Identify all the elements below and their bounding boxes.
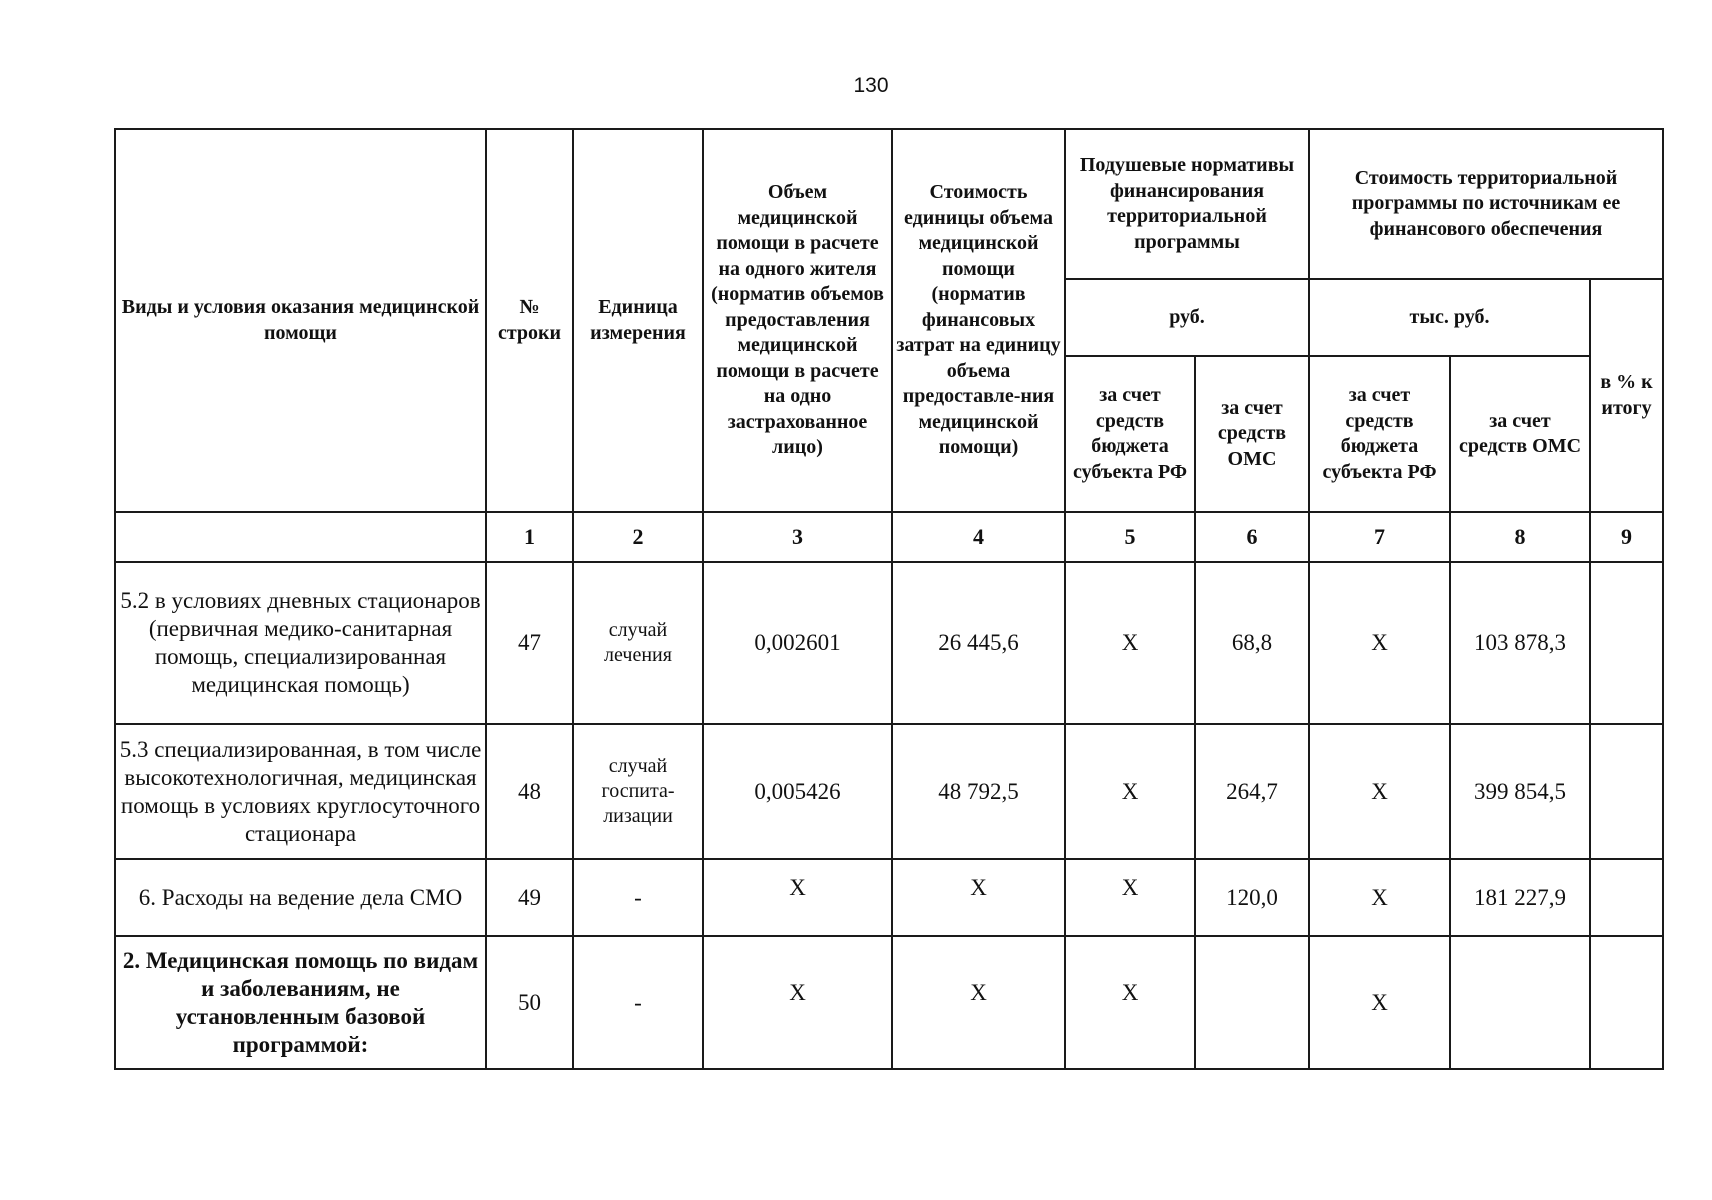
column-number: 7 (1309, 512, 1450, 562)
header-thous-rub: тыс. руб. (1309, 279, 1590, 356)
column-number: 8 (1450, 512, 1590, 562)
header-volume-per-resident: Объем медицинской помощи в расчете на одного жителя (норматив объемов предоставления медицинской помощи в расчете на одно застрахованное лицо) (703, 129, 892, 512)
row-name: 5.2 в условиях дневных стационаров (первичная медико-санитарная помощь, специализированная медицинская помощь) (115, 562, 486, 724)
column-number: 6 (1195, 512, 1309, 562)
header-percent-of-total: в % к итогу (1590, 279, 1663, 512)
column-number: 1 (486, 512, 573, 562)
row-unit: случай лечения (573, 562, 703, 724)
row-volume: 0,005426 (703, 724, 892, 859)
row-cost-oms: 103 878,3 (1450, 562, 1590, 724)
row-percent (1590, 859, 1663, 936)
row-name: 2. Медицинская помощь по видам и заболеваниям, не установленным базовой программой: (115, 936, 486, 1069)
column-number: 3 (703, 512, 892, 562)
row-unit: - (573, 859, 703, 936)
header-pc-oms: за счет средств ОМС (1195, 356, 1309, 512)
header-unit: Единица измерения (573, 129, 703, 512)
row-cost-budget: X (1309, 562, 1450, 724)
table-row (115, 859, 1663, 936)
column-number: 2 (573, 512, 703, 562)
header-kinds-conditions: Виды и условия оказания медицинской помощи (115, 129, 486, 512)
row-line-number: 49 (486, 859, 573, 936)
row-pc-budget: X (1065, 859, 1195, 936)
row-pc-oms: 264,7 (1195, 724, 1309, 859)
table-row (115, 936, 1663, 1069)
row-cost-oms: 399 854,5 (1450, 724, 1590, 859)
table-row (115, 562, 1663, 724)
row-cost-budget: X (1309, 859, 1450, 936)
column-numbers-row (115, 512, 1663, 562)
row-percent (1590, 562, 1663, 724)
row-pc-oms: 68,8 (1195, 562, 1309, 724)
row-cost-budget: X (1309, 936, 1450, 1069)
territorial-program-table (114, 128, 1664, 1070)
header-program-cost: Стоимость территориальной программы по источникам ее финансового обеспечения (1309, 129, 1663, 279)
header-cost-oms: за счет средств ОМС (1450, 356, 1590, 512)
table-row (115, 724, 1663, 859)
header-cost-budget: за счет средств бюджета субъекта РФ (1309, 356, 1450, 512)
row-line-number: 50 (486, 936, 573, 1069)
row-line-number: 48 (486, 724, 573, 859)
row-pc-oms (1195, 936, 1309, 1069)
row-volume: X (703, 936, 892, 1069)
row-percent (1590, 724, 1663, 859)
row-unit: - (573, 936, 703, 1069)
column-number: 9 (1590, 512, 1663, 562)
row-unit-cost: 26 445,6 (892, 562, 1065, 724)
header-rub: руб. (1065, 279, 1309, 356)
row-pc-budget: X (1065, 936, 1195, 1069)
row-unit-cost: X (892, 936, 1065, 1069)
header-unit-cost: Стоимость единицы объема медицинской помощи (норматив финансовых затрат на единицу объема предоставле-ния медицинской помощи) (892, 129, 1065, 512)
column-number: 5 (1065, 512, 1195, 562)
header-row-1 (115, 129, 1663, 279)
row-name: 6. Расходы на ведение дела СМО (115, 859, 486, 936)
row-pc-oms: 120,0 (1195, 859, 1309, 936)
row-pc-budget: X (1065, 562, 1195, 724)
header-line-number: № строки (486, 129, 573, 512)
row-pc-budget: X (1065, 724, 1195, 859)
row-cost-oms (1450, 936, 1590, 1069)
row-volume: X (703, 859, 892, 936)
row-cost-oms: 181 227,9 (1450, 859, 1590, 936)
row-unit-cost: X (892, 859, 1065, 936)
row-percent (1590, 936, 1663, 1069)
column-number: 4 (892, 512, 1065, 562)
row-unit: случай госпита-лизации (573, 724, 703, 859)
row-volume: 0,002601 (703, 562, 892, 724)
row-unit-cost: 48 792,5 (892, 724, 1065, 859)
page-number: 130 (853, 74, 889, 97)
row-line-number: 47 (486, 562, 573, 724)
row-cost-budget: X (1309, 724, 1450, 859)
column-number (115, 512, 486, 562)
row-name: 5.3 специализированная, в том числе высокотехнологичная, медицинская помощь в условиях круглосуточного стационара (115, 724, 486, 859)
header-pc-budget: за счет средств бюджета субъекта РФ (1065, 356, 1195, 512)
header-per-capita-norms: Подушевые нормативы финансирования территориальной программы (1065, 129, 1309, 279)
